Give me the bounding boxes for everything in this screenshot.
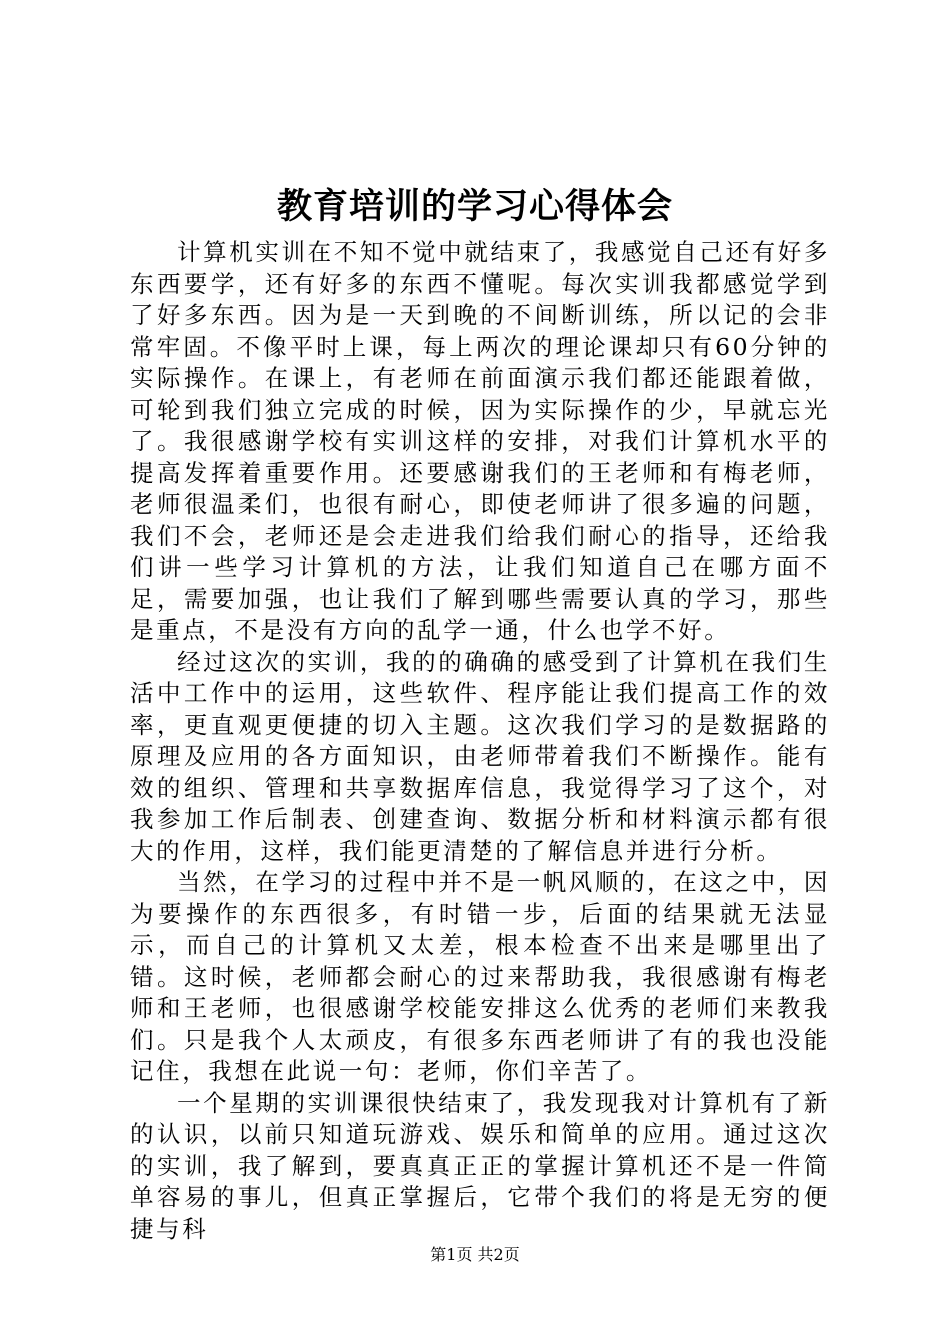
page-footer: 第1页 共2页 — [430, 1245, 520, 1264]
paragraph-2: 经过这次的实训，我的的确确的感受到了计算机在我们生活中工作中的运用，这些软件、程序能让我们提高工作的效率，更直观更便捷的切入主题。这次我们学习的是数据路的原理及应用的各方面知识，由老师带着我们不断操作。能有效的组织、管理和共享数据库信息，我觉得学习了这个，对我参加工作后制表、创建查询、数据分析和材料演示都有很大的作用，这样，我们能更清楚的了解信息并进行分析。 — [130, 647, 830, 865]
document-body — [130, 237, 830, 1245]
paragraph-1: 计算机实训在不知不觉中就结束了，我感觉自己还有好多东西要学，还有好多的东西不懂呢。每次实训我都感觉学到了好多东西。因为是一天到晚的不间断训练，所以记的会非常牢固。不像平时上课，每上两次的理论课却只有60分钟的实际操作。在课上，有老师在前面演示我们都还能跟着做，可轮到我们独立完成的时候，因为实际操作的少，早就忘光了。我很感谢学校有实训这样的安排，对我们计算机水平的提高发挥着重要作用。还要感谢我们的王老师和有梅老师，老师很温柔们，也很有耐心，即使老师讲了很多遍的问题，我们不会，老师还是会走进我们给我们耐心的指导，还给我们讲一些学习计算机的方法，让我们知道自己在哪方面不足，需要加强，也让我们了解到哪些需要认真的学习，那些是重点，不是没有方向的乱学一通，什么也学不好。 — [130, 238, 830, 644]
document-title: 教育培训的学习心得体会 — [276, 186, 673, 227]
paragraph-3: 当然，在学习的过程中并不是一帆风顺的，在这之中，因为要操作的东西很多，有时错一步，后面的结果就无法显示，而自己的计算机又太差，根本检查不出来是哪里出了错。这时候，老师都会耐心的过来帮助我，我很感谢有梅老师和王老师，也很感谢学校能安排这么优秀的老师们来教我们。只是我个人太顽皮，有很多东西老师讲了有的我也没能记住，我想在此说一句：老师，你们辛苦了。 — [130, 868, 830, 1085]
paragraph-4: 一个星期的实训课很快结束了，我发现我对计算机有了新的认识，以前只知道玩游戏、娱乐和简单的应用。通过这次的实训，我了解到，要真真正正的掌握计算机还不是一件简单容易的事儿，但真正掌握后，它带个我们的将是无穷的便捷与科 — [130, 1088, 830, 1243]
